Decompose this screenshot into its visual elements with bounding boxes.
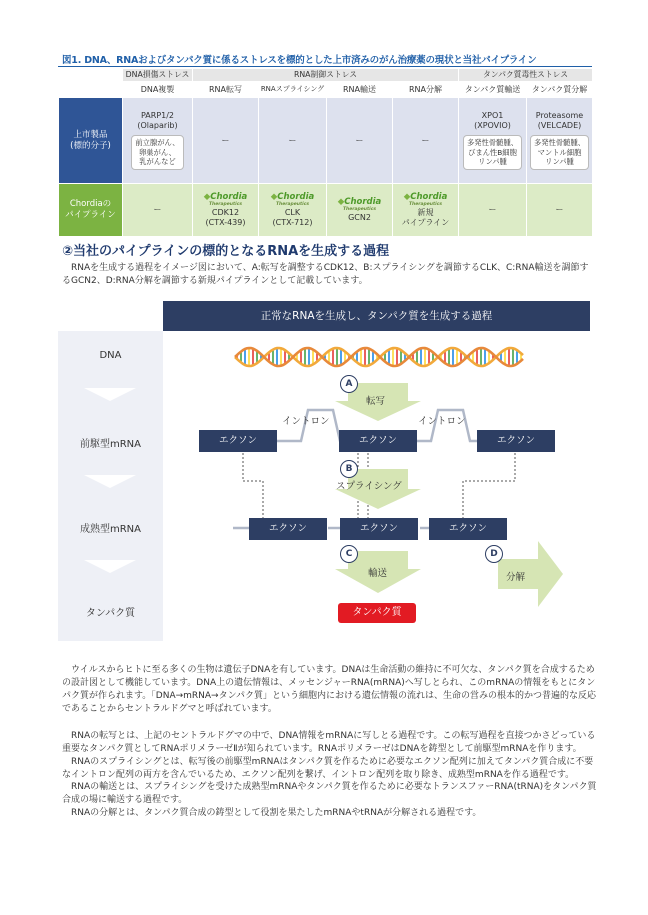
section-intro: RNAを生成する過程をイメージ図において、A:転写を調整するCDK12、B:スプライシングを調節するCLK、C:RNA輸送を調節するGCN2、D:RNA分解を調節する新規パイプラインとして記載しています。 [62,263,589,287]
cell-chordia-protein-transport: ー [459,184,527,237]
stage-arrow-3 [84,560,136,573]
body-paragraph-3: RNAのスプライシングとは、転写後の前駆型mRNAはタンパク質を作るために必要なエクソン配列に加えてタンパク質合成に不要なイントロン配列の両方を含んでいるため、エクソン配列を繋げ、イントロン配列を取り除き、成熟型mRNAを作る過程です。 [62,756,594,780]
exon-pre-2: エクソン [339,430,417,452]
step-a-label: 転写 [366,396,386,407]
row-marketed-label: 上市製品 (標的分子) [59,98,123,184]
col-rna-transcription: RNA転写 [193,82,259,98]
group-rna: RNA制御ストレス [193,69,459,82]
cell-marketed-protein-transport: XPO1 (XPOVIO) 多発性骨髄腫、 びまん性B細胞 リンパ腫 [459,98,527,184]
figure-title: 図1. DNA、RNAおよびタンパク質に係るストレスを標的とした上市済みのがん治療薬の現状と当社パイプライン [62,55,537,66]
cell-marketed-splicing: ー [259,98,327,184]
pipeline-table [58,68,593,237]
step-d-badge: D [485,545,503,563]
table-group-header [59,69,593,82]
body-paragraphs [62,730,597,820]
diagram-header: 正常なRNAを生成し、タンパク質を生成する過程 [163,301,590,331]
stage-arrow-2 [84,475,136,488]
exon-mature-2: エクソン [340,518,418,540]
body-paragraph-4: RNAの輸送とは、スプライシングを受けた成熟型mRNAやタンパク質を作るために必要なトランスファーRNA(tRNA)をタンパク質合成の場に輸送する過程です。 [62,782,597,806]
section-title: ②当社のパイプラインの標的となるRNAを生成する過程 [62,244,390,259]
col-dna-replication: DNA複製 [123,82,193,98]
indication-box: 多発性骨髄腫、 びまん性B細胞 リンパ腫 [463,135,522,169]
step-d-label: 分解 [506,572,526,583]
stage-arrow-1 [84,388,136,401]
table-column-header [59,82,593,98]
col-protein-degradation: タンパク質分解 [527,82,593,98]
indication-box: 前立腺がん、 卵巣がん、 乳がんなど [131,135,183,169]
chordia-logo: ◆Chordia Therapeutics [403,192,448,207]
chordia-logo: ◆Chordia Therapeutics [203,192,248,207]
exon-pre-1: エクソン [199,430,277,452]
step-c-label: 輸送 [368,568,388,579]
stage-dna: DNA [99,350,122,361]
cell-marketed-dna: PARP1/2 (Olaparib) 前立腺がん、 卵巣がん、 乳がんなど [123,98,193,184]
cell-chordia-transport: ◆Chordia Therapeutics GCN2 [327,184,393,237]
intron-label-left: イントロン [282,416,330,427]
chordia-logo: ◆Chordia Therapeutics [337,197,382,212]
step-b-badge: B [340,460,358,478]
cell-marketed-protein-degradation: Proteasome (VELCADE) 多発性骨髄腫、 マントル細胞 リンパ腫 [527,98,593,184]
col-rna-splicing: RNAスプライシング [259,82,327,98]
dna-helix-icon [235,348,523,366]
cell-chordia-dna: ー [123,184,193,237]
stage-protein: タンパク質 [85,608,136,619]
stage-pre-mrna: 前駆型mRNA [79,439,141,450]
cell-marketed-transcription: ー [193,98,259,184]
step-a-badge: A [340,375,358,393]
cell-chordia-protein-degradation: ー [527,184,593,237]
cell-marketed-degradation: ー [393,98,459,184]
col-rna-transport: RNA輸送 [327,82,393,98]
figure-rule [58,66,592,67]
cell-chordia-degradation: ◆Chordia Therapeutics 新規 パイプライン [393,184,459,237]
cell-marketed-transport: ー [327,98,393,184]
table-corner-2 [59,82,123,98]
cell-chordia-transcription: ◆Chordia Therapeutics CDK12 (CTX-439) [193,184,259,237]
exon-pre-3: エクソン [477,430,555,452]
exon-mature-1: エクソン [249,518,327,540]
body-paragraph-1: ウイルスからヒトに至る多くの生物は遺伝子DNAを有しています。DNAは生命活動の維持に不可欠な、タンパク質を合成するための設計図として機能しています。DNA上の遺伝情報は、メッセンジャーRNA(mRNA)へ写しとられ、このmRNAの情報をもとにタンパク質が作られます。「DNA→mRNA→タンパク質」という細胞内における遺伝情報の流れは、生命の営みの根本的かつ普遍的な反応であることからセントラルドグマと呼ばれています。 [62,665,596,714]
col-rna-degradation: RNA分解 [393,82,459,98]
intron-label-right: イントロン [418,416,466,427]
step-b-label: スプライシング [336,481,402,492]
row-chordia [59,184,593,237]
cell-chordia-splicing: ◆Chordia Therapeutics CLK (CTX-712) [259,184,327,237]
exon-mature-3: エクソン [429,518,507,540]
group-dna: DNA損傷ストレス [123,69,193,82]
table-corner [59,69,123,82]
group-protein: タンパク質毒性ストレス [459,69,593,82]
body-paragraph-5: RNAの分解とは、タンパク質合成の鋳型として役割を果たしたmRNAやtRNAが分解される過程です。 [71,808,482,819]
dna-strand [235,348,523,366]
body-paragraph-2: RNAの転写とは、上記のセントラルドグマの中で、DNA情報をmRNAに写しとる過程です。この転写過程を直接つかさどっている重要なタンパク質としてRNAポリメラーゼⅡが知られています。RNAポリメラーゼはDNAを鋳型として前駆型mRNAを作ります。 [62,731,596,754]
row-marketed [59,98,593,184]
row-chordia-label: Chordiaの パイプライン [59,184,123,237]
chordia-logo: ◆Chordia Therapeutics [270,192,315,207]
indication-box: 多発性骨髄腫、 マントル細胞 リンパ腫 [530,135,589,169]
col-protein-transport: タンパク質輸送 [459,82,527,98]
step-c-badge: C [340,545,358,563]
stage-mature-mrna: 成熟型mRNA [79,524,141,535]
protein-box: タンパク質 [338,603,416,623]
